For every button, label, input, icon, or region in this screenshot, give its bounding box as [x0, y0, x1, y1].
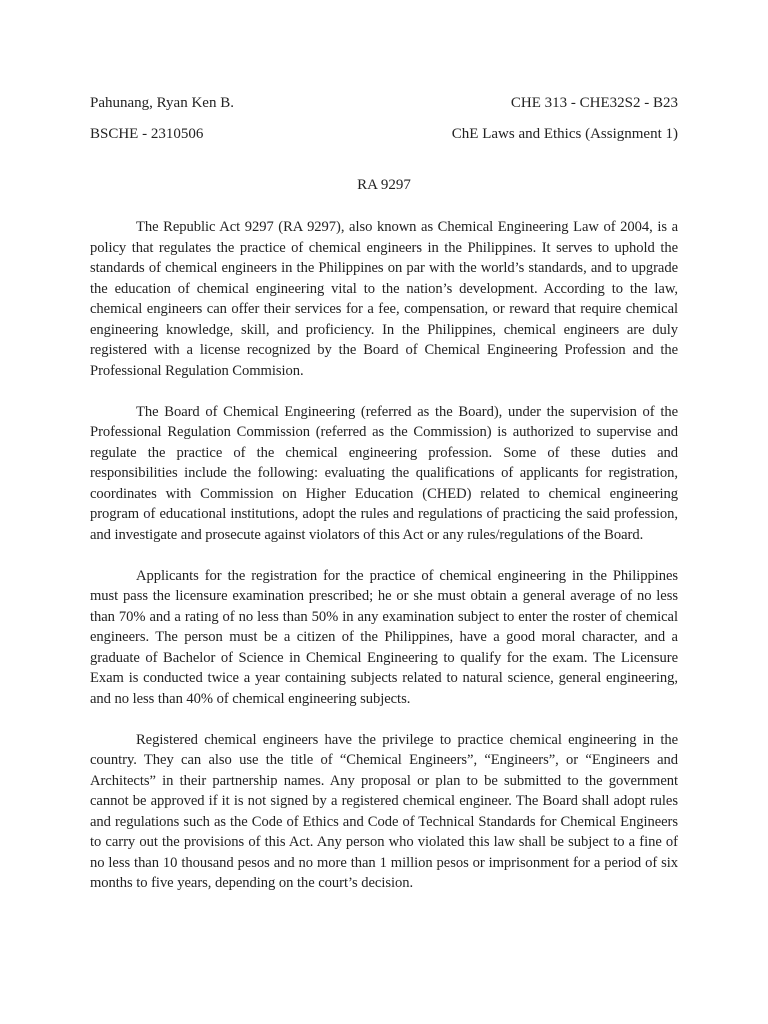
paragraph-2: The Board of Chemical Engineering (referred as the Board), under the supervision of the Professional Regulation Commission (referred as the Commission) is authorized to supervise and regulate the practice of the chemical engineering profession. Some of these duties and responsibilities include the following: evaluating the qualifications of applicants for registration, coordinates with Commission on Higher Education (CHED) related to chemical engineering program of educational institutions, adopt the rules and regulations of practicing the said profession, and investigate and prosecute against violators of this Act or any rules/regulations of the Board.	[90, 403, 678, 543]
course-code: CHE 313 - CHE32S2 - B23	[510, 95, 678, 111]
paragraph-4: Registered chemical engineers have the privilege to practice chemical engineering in the country. They can also use the title of “Chemical Engineers”, “Engineers”, or “Engineers and Architects” in their partnership names. Any proposal or plan to be submitted to the government cannot be approved if it is not signed by a registered chemical engineer. The Board shall adopt rules and regulations such as the Code of Ethics and Code of Technical Standards for Chemical Engineers to carry out the provisions of this Act. Any person who violated this law shall be subject to a fine of no less than 10 thousand pesos and no more than 1 million pesos or imprisonment for a period of six months to five years, depending on the court’s decision.	[90, 731, 678, 891]
paragraph-1: The Republic Act 9297 (RA 9297), also known as Chemical Engineering Law of 2004, is a policy that regulates the practice of chemical engineers in the Philippines. It serves to uphold the standards of chemical engineers in the Philippines on par with the world’s standards, and to upgrade the education of chemical engineering vital to the nation’s development. According to the law, chemical engineers can offer their services for a fee, compensation, or reward that require chemical engineering knowledge, skill, and proficiency. In the Philippines, chemical engineers are duly registered with a license recognized by the Board of Chemical Engineering Profession and the Professional Regulation Commision.	[90, 219, 678, 379]
header-row-2	[90, 125, 678, 143]
document-body	[90, 217, 678, 914]
paragraph-3: Applicants for the registration for the practice of chemical engineering in the Philippines must pass the licensure examination prescribed; he or she must obtain a general average of no less than 70% and a rating of no less than 50% in any examination subject to enter the roster of chemical engineers. The person must be a citizen of the Philippines, have a good moral character, and a graduate of Bachelor of Science in Chemical Engineering to qualify for the exam. The Licensure Exam is conducted twice a year containing subjects related to natural science, general engineering, and no less than 40% of chemical engineering subjects.	[90, 567, 678, 707]
header-row-1	[90, 94, 678, 112]
document-title: RA 9297	[357, 177, 411, 193]
author-name: Pahunang, Ryan Ken B.	[90, 95, 234, 111]
student-id: BSCHE - 2310506	[90, 126, 204, 142]
assignment-title: ChE Laws and Ethics (Assignment 1)	[451, 126, 678, 142]
